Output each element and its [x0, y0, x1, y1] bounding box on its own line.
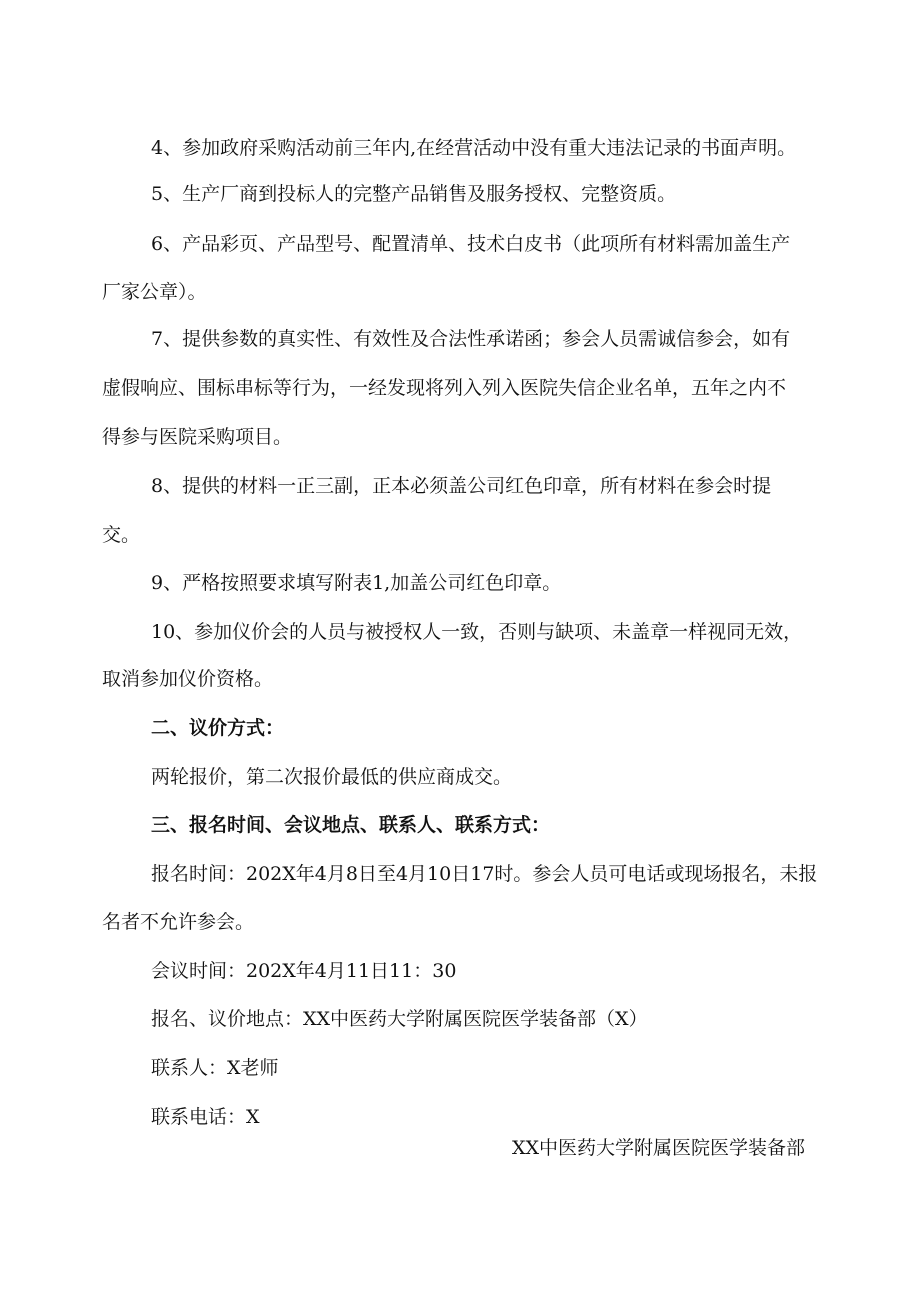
item-7-line-2: 虚假响应、围标串标等行为，一经发现将列入列入医院失信企业名单，五年之内不	[102, 377, 787, 399]
item-6-line-2: 厂家公章）。	[102, 281, 207, 303]
item-9: 9、严格按照要求填写附表1,加盖公司红色印章。	[151, 572, 562, 594]
item-4: 4、参加政府采购活动前三年内,在经营活动中没有重大违法记录的书面声明。	[151, 137, 797, 159]
meeting-location: 报名、议价地点：XX中医药大学附属医院医学装备部（X）	[151, 1008, 648, 1030]
contact-person: 联系人：X老师	[151, 1057, 279, 1079]
item-7-line-3: 得参与医院采购项目。	[102, 426, 293, 448]
contact-phone: 联系电话：X	[151, 1106, 260, 1128]
section-3-heading: 三、报名时间、会议地点、联系人、联系方式：	[151, 814, 551, 836]
section-2-heading: 二、议价方式：	[151, 717, 285, 739]
registration-time-line-1: 报名时间：202X年4月8日至4月10日17时。参会人员可电话或现场报名，未报	[151, 863, 818, 885]
section-2-body: 两轮报价，第二次报价最低的供应商成交。	[151, 766, 513, 788]
item-7-line-1: 7、提供参数的真实性、有效性及合法性承诺函；参会人员需诚信参会，如有	[151, 328, 791, 350]
item-8-line-1: 8、提供的材料一正三副，正本必须盖公司红色印章，所有材料在参会时提	[151, 475, 772, 497]
item-10-line-2: 取消参加仪价资格。	[102, 668, 274, 690]
meeting-time: 会议时间：202X年4月11日11：30	[151, 960, 457, 982]
item-8-line-2: 交。	[102, 524, 141, 546]
signature-department: XX中医药大学附属医院医学装备部	[512, 1137, 806, 1159]
item-10-line-1: 10、参加仪价会的人员与被授权人一致，否则与缺项、未盖章一样视同无效，	[151, 621, 803, 643]
item-5: 5、生产厂商到投标人的完整产品销售及服务授权、完整资质。	[151, 183, 677, 205]
item-6-line-1: 6、产品彩页、产品型号、配置清单、技术白皮书（此项所有材料需加盖生产	[151, 233, 791, 255]
registration-time-line-2: 名者不允许参会。	[102, 911, 255, 933]
